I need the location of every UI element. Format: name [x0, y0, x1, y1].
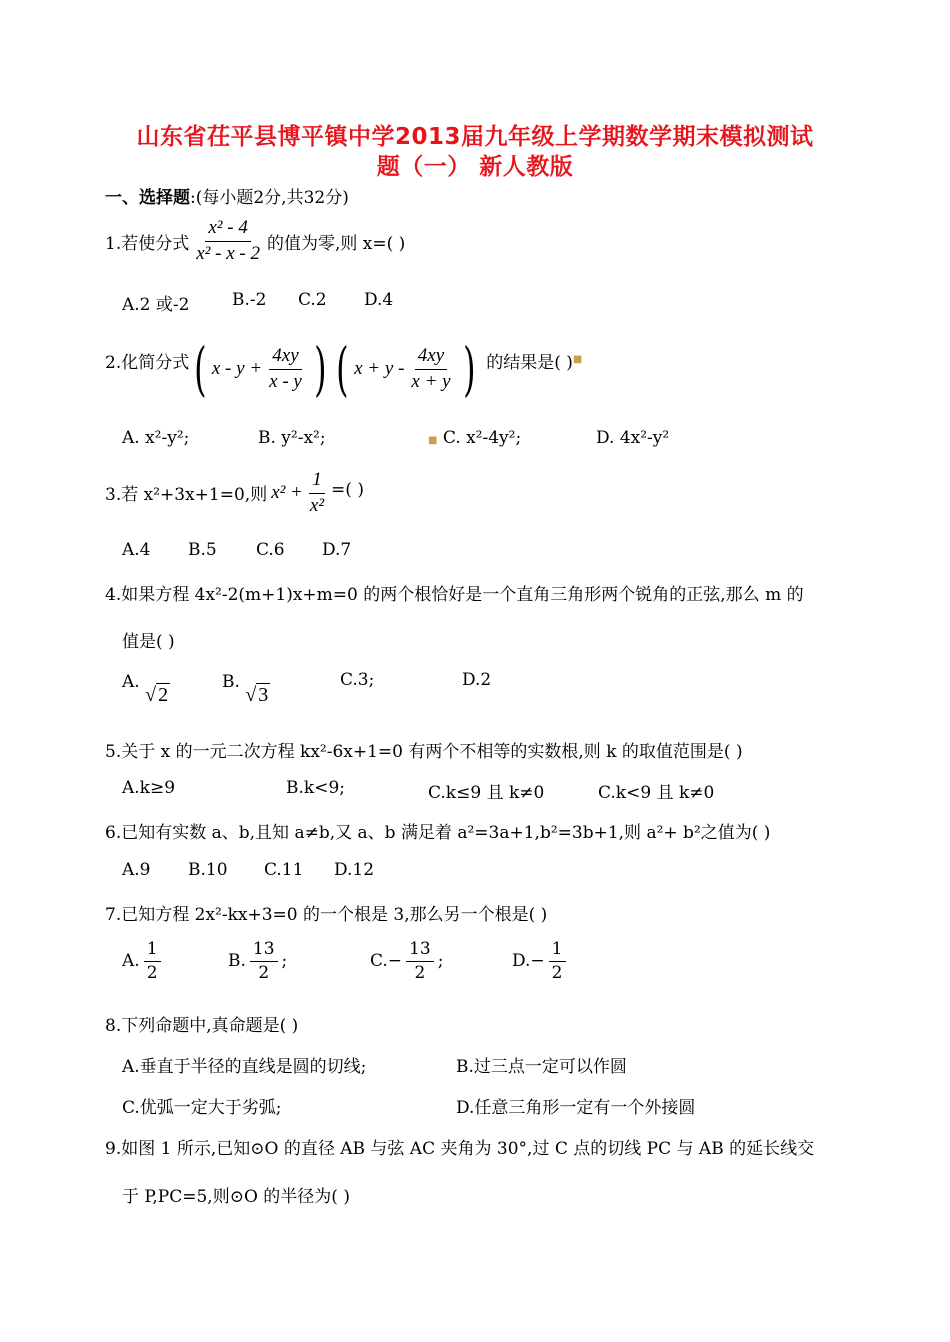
question-2-left-numerator: 4xy	[269, 346, 301, 370]
question-2-option-a: A. x²-y²;	[122, 428, 190, 448]
question-2-right-denominator: x + y	[411, 370, 451, 392]
question-7-option-b: B. $\frac{13}{2}$ ;	[228, 939, 288, 983]
question-3-option-b: B.5	[188, 540, 217, 560]
question-2-left-fraction	[266, 346, 305, 393]
question-1-option-d: D.4	[364, 290, 394, 310]
speck-icon: ■	[572, 354, 583, 365]
question-2-left-terms: x - y +	[211, 358, 263, 379]
question-3-fraction	[307, 470, 327, 517]
left-paren-icon: (	[194, 335, 207, 403]
question-2-option-c: ■ C. x²-4y²;	[428, 428, 522, 448]
question-3-suffix: =( )	[331, 480, 364, 500]
question-3-option-a: A.4	[122, 540, 151, 560]
question-8-option-c: C.优弧一定大于劣弧;	[122, 1098, 282, 1118]
question-8-option-b: B.过三点一定可以作圆	[456, 1057, 627, 1077]
question-5-option-c: C.k≤9 且 k≠0	[428, 783, 545, 803]
question-6-option-a: A.9	[122, 860, 151, 880]
speck-icon: ■	[428, 435, 438, 446]
question-1-option-c: C.2	[298, 290, 327, 310]
sqrt-icon: √ 2	[145, 684, 169, 706]
question-1-fraction	[193, 218, 263, 265]
right-paren-icon: )	[313, 335, 327, 403]
question-1-suffix: 的值为零,则 x=( )	[266, 233, 406, 254]
question-6-option-c: C.11	[264, 860, 304, 880]
question-6: 6.已知有实数 a、b,且知 a≠b,又 a、b 满足着 a²=3a+1,b²=3b+1,则 a²+ b²之值为( )	[105, 823, 771, 843]
question-4-line-1: 4.如果方程 4x²-2(m+1)x+m=0 的两个根恰好是一个直角三角形两个锐角的正弦,那么 m 的	[105, 585, 804, 605]
page-title-line-2: 题（一） 新人教版	[376, 154, 574, 180]
question-7: 7.已知方程 2x²-kx+3=0 的一个根是 3,那么另一个根是( )	[105, 905, 548, 925]
question-3	[105, 470, 364, 517]
question-9-line-2: 于 P,PC=5,则⊙O 的半径为( )	[122, 1187, 350, 1207]
question-4-option-a: A. √ 2	[122, 672, 169, 706]
question-2-suffix: 的结果是( )	[486, 353, 573, 373]
question-1-prefix: 1.若使分式	[105, 233, 190, 254]
question-9-line-1: 9.如图 1 所示,已知⊙O 的直径 AB 与弦 AC 夹角为 30°,过 C 点的切线 PC 与 AB 的延长线交	[105, 1139, 815, 1159]
question-1-denominator: x² - x - 2	[196, 242, 260, 264]
question-8-option-d: D.任意三角形一定有一个外接圆	[456, 1098, 696, 1118]
question-2-right-terms: x + y -	[354, 358, 405, 379]
question-7-option-d: D.− $\frac{1}{2}$	[512, 940, 570, 982]
question-2	[105, 335, 583, 403]
question-2-option-d: D. 4x²-y²	[596, 428, 670, 448]
question-4-line-2: 值是( )	[122, 632, 175, 652]
question-5-option-b: B.k<9;	[286, 778, 345, 798]
question-6-option-d: D.12	[334, 860, 375, 880]
question-8: 8.下列命题中,真命题是( )	[105, 1016, 299, 1036]
question-3-prefix: 3.若 x²+3x+1=0,则	[105, 485, 268, 505]
question-1	[105, 218, 405, 265]
question-7-option-c: C.− $\frac{13}{2}$ ;	[370, 939, 444, 983]
question-3-option-c: C.6	[256, 540, 285, 560]
fraction: $\frac{13}{2}$	[250, 940, 278, 982]
section-heading	[105, 183, 349, 208]
question-4-option-b: B. √ 3	[222, 672, 269, 706]
question-1-numerator: x² - 4	[205, 218, 250, 242]
right-paren-icon: )	[462, 335, 476, 403]
question-3-option-d: D.7	[322, 540, 352, 560]
question-3-expression: x² +	[271, 482, 303, 504]
section-title: 一、选择题	[105, 188, 190, 208]
sqrt-icon: √ 3	[245, 684, 269, 706]
question-2-right-numerator: 4xy	[415, 346, 447, 370]
fraction: $\frac{13}{2}$	[406, 940, 434, 982]
question-3-denominator: x²	[309, 494, 325, 516]
question-2-option-b: B. y²-x²;	[258, 428, 326, 448]
question-5-option-a: A.k≥9	[122, 778, 176, 798]
question-1-option-b: B.-2	[232, 290, 267, 310]
section-note: :(每小题2分,共32分)	[190, 188, 349, 208]
question-2-prefix: 2.化简分式	[105, 353, 190, 373]
question-8-option-a: A.垂直于半径的直线是圆的切线;	[122, 1057, 367, 1077]
question-2-left-denominator: x - y	[269, 370, 302, 392]
question-4-option-d: D.2	[462, 670, 492, 690]
question-4-option-c: C.3;	[340, 670, 375, 690]
question-3-numerator: 1	[309, 470, 325, 494]
fraction: $\frac{1}{2}$	[144, 940, 161, 982]
page-title-line-1: 山东省茌平县博平镇中学2013届九年级上学期数学期末模拟测试	[136, 124, 814, 150]
question-1-option-a: A.2 或-2	[122, 295, 190, 315]
question-7-option-a: A. $\frac{1}{2}$	[122, 940, 165, 982]
left-paren-icon: (	[336, 335, 350, 403]
question-5: 5.关于 x 的一元二次方程 kx²-6x+1=0 有两个不相等的实数根,则 k 的取值范围是( )	[105, 742, 743, 762]
question-6-option-b: B.10	[188, 860, 228, 880]
fraction: $\frac{1}{2}$	[549, 940, 566, 982]
question-5-option-d: C.k<9 且 k≠0	[598, 783, 715, 803]
question-2-right-fraction	[408, 346, 453, 393]
